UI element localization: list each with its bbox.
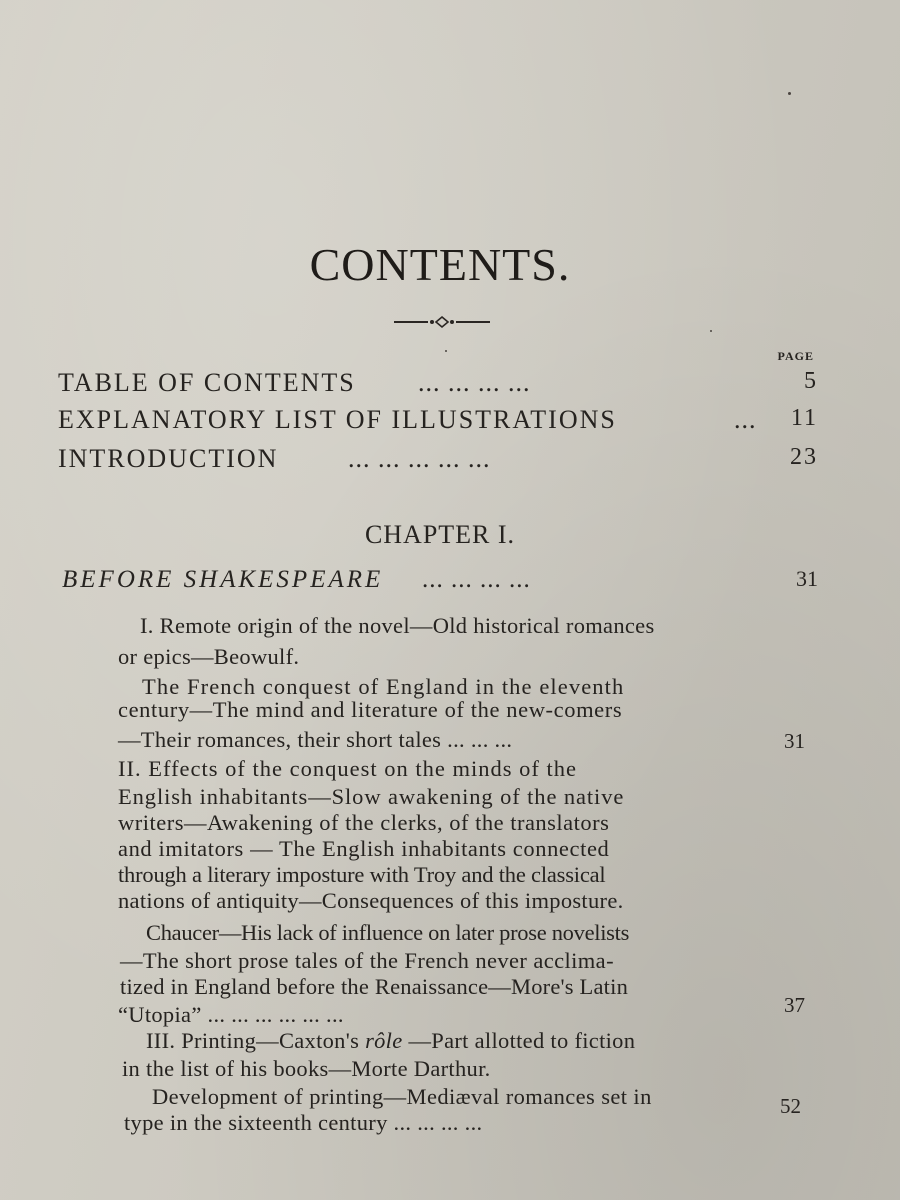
margin-page-number: 52: [780, 1094, 801, 1118]
body-line: type in the sixteenth century ... ... ... ...: [124, 1110, 483, 1135]
toc-page-number: 5: [804, 368, 818, 394]
body-line: “Utopia” ... ... ... ... ... ...: [118, 1002, 344, 1027]
body-line: in the list of his books—Morte Darthur.: [122, 1056, 491, 1081]
ornament-divider-icon: [392, 312, 492, 332]
margin-page-number: 37: [784, 993, 805, 1017]
chapter-page-number: 31: [796, 566, 818, 591]
paper-speck: [788, 92, 791, 95]
paper-speck: [710, 330, 712, 332]
body-line: II. Effects of the conquest on the minds of the: [118, 756, 577, 781]
body-line: nations of antiquity—Consequences of this imposture.: [118, 888, 624, 913]
body-line: I. Remote origin of the novel—Old historical romances: [140, 613, 655, 638]
page-title: CONTENTS.: [309, 239, 571, 290]
body-line: —The short prose tales of the French never acclima-: [120, 948, 614, 973]
body-line: III. Printing—Caxton's rôle —Part allotted to fiction: [146, 1028, 636, 1053]
chapter-heading: CHAPTER I.: [364, 520, 516, 549]
body-line: and imitators — The English inhabitants connected: [118, 836, 610, 861]
body-line: or epics—Beowulf.: [118, 644, 300, 669]
body-line: Chaucer—His lack of influence on later prose novelists: [146, 920, 630, 945]
toc-page-number: 23: [790, 444, 818, 470]
body-line: through a literary imposture with Troy and the classical: [118, 862, 606, 887]
body-line: century—The mind and literature of the new-comers: [118, 697, 623, 722]
body-line: Development of printing—Mediæval romances set in: [152, 1084, 652, 1109]
book-page: CONTENTS. PAGE TABLE OF CONTENTS ... ... ... ... 5 EXPLANATORY LIST OF ILLUSTRATIONS ... 11 INTRODUCTION ... ... ... ... ... 23 CHAPTER I. BEFORE SHAKESPEARE ... ... ... ... 31 I. Remote origin of the novel—Old historical romances or epics—Beowulf. The French conquest of England in the eleventh century—The mind and literature of the new-comers —Their romances, their short tales ... ... ... 31 II. Effects of the conquest on the minds of the English inhabitants—Slow awakening of the native writers—Awakening of the clerks, of the translators and imitators — The English inhabitants connected through a literary imposture with Troy and the classical nations of antiquity—Consequences of this imposture. Chaucer—His lack of influence on later prose novelists —The short prose tales of the French never acclima- tized in England before the Renaissance—More's Latin “Utopia” ... ... ... ... ... ... 37 III. Printing—Caxton's rôle —Part allotted to fiction in the list of his books—Morte Darthur. Development of printing—Mediæval romances set in type in the sixteenth century ... ... ... ... 52: [0, 0, 900, 1200]
body-line: English inhabitants—Slow awakening of the native: [118, 784, 625, 809]
margin-page-number: 31: [784, 729, 805, 753]
page-column-label: PAGE: [777, 349, 814, 363]
body-line: writers—Awakening of the clerks, of the translators: [118, 810, 610, 835]
paper-speck: [445, 350, 447, 352]
body-line: tized in England before the Renaissance—More's Latin: [120, 974, 629, 999]
body-line: The French conquest of England in the eleventh: [142, 674, 625, 699]
chapter-title: BEFORE SHAKESPEARE: [62, 566, 384, 593]
body-line: —Their romances, their short tales ... ... ...: [118, 727, 513, 752]
toc-page-number: 11: [790, 405, 818, 431]
